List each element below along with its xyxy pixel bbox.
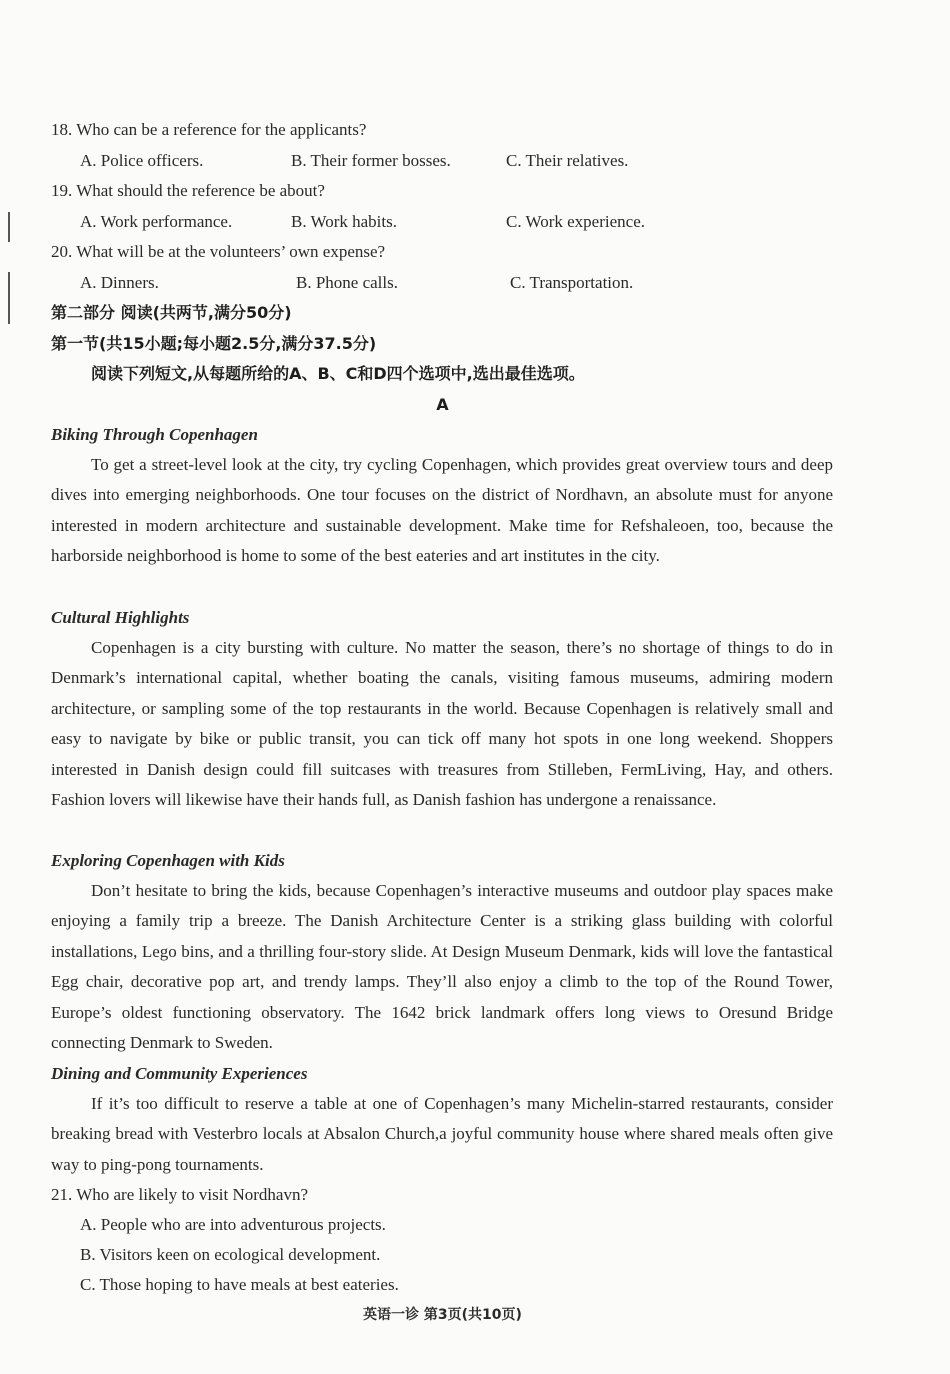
option-18-a: A. Police officers. (80, 151, 204, 170)
option-21-b: B. Visitors keen on ecological development. (80, 1245, 381, 1264)
part-title: 第二部分 阅读(共两节,满分50分) (51, 303, 292, 322)
left-edge-mark (8, 272, 10, 324)
page-footer: 英语一诊 第3页(共10页) (363, 1307, 522, 1323)
heading-dining: Dining and Community Experiences (51, 1064, 308, 1083)
paragraph-cultural: Copenhagen is a city bursting with culture. No matter the season, there’s no shortage of things to do in Denmark’s international capital, whether boating the canals, visiting famous museums, admiring modern architecture, or sampling some of the top restaurants in the world. Because Copenhagen is relatively small and easy to navigate by bike or public transit, you can tick off many hot spots in one long weekend. Shoppers interested in Danish design could fill suitcases with treasures from Stilleben, FermLiving, Hay, and others. Fashion lovers will likewise have their hands full, as Danish fashion has undergone a renaissance. (51, 638, 833, 810)
left-edge-mark (8, 212, 10, 242)
subsection-title: 第一节(共15小题;每小题2.5分,满分37.5分) (51, 334, 377, 353)
paragraph-kids: Don’t hesitate to bring the kids, because Copenhagen’s interactive museums and outdoor play spaces make enjoying a family trip a breeze. The Danish Architecture Center is a striking glass building with colorful installations, Lego bins, and a thrilling four-story slide. At Design Museum Denmark, kids will love the fantastical Egg chair, decorative pop art, and trendy lamps. They’ll also enjoy a climb to the top of the Round Tower, Europe’s oldest functioning observatory. The 1642 brick landmark offers long views to Oresund Bridge connecting Denmark to Sweden. (51, 881, 833, 1053)
question-20-stem: 20. What will be at the volunteers’ own expense? (51, 242, 386, 261)
question-19-stem: 19. What should the reference be about? (51, 181, 325, 200)
question-21-stem: 21. Who are likely to visit Nordhavn? (51, 1185, 308, 1204)
option-21-a: A. People who are into adventurous projects. (80, 1215, 386, 1234)
option-19-b: B. Work habits. (291, 212, 397, 231)
paragraph-dining: If it’s too difficult to reserve a table at one of Copenhagen’s many Michelin-starred restaurants, consider breaking bread with Vesterbro locals at Absalon Church,a joyful community house where shared meals often give way to ping-pong tournaments. (51, 1094, 833, 1174)
option-18-b: B. Their former bosses. (291, 151, 451, 170)
option-20-a: A. Dinners. (80, 273, 159, 292)
heading-biking: Biking Through Copenhagen (51, 425, 258, 444)
option-19-c: C. Work experience. (506, 212, 645, 231)
heading-kids: Exploring Copenhagen with Kids (51, 851, 285, 870)
paragraph-biking: To get a street-level look at the city, try cycling Copenhagen, which provides great overview tours and deep dives into emerging neighborhoods. One tour focuses on the district of Nordhavn, an absolute must for anyone interested in modern architecture and sustainable development. Make time for Refshaleoen, too, because the harborside neighborhood is home to some of the best eateries and art institutes in the city. (51, 455, 833, 566)
option-20-c: C. Transportation. (510, 273, 634, 292)
option-21-c: C. Those hoping to have meals at best eateries. (80, 1275, 399, 1294)
heading-cultural: Cultural Highlights (51, 608, 190, 627)
reading-instruction: 阅读下列短文,从每题所给的A、B、C和D四个选项中,选出最佳选项。 (91, 364, 585, 383)
option-18-c: C. Their relatives. (506, 151, 629, 170)
option-19-a: A. Work performance. (80, 212, 233, 231)
option-20-b: B. Phone calls. (296, 273, 398, 292)
passage-label: A (436, 395, 449, 414)
question-18-stem: 18. Who can be a reference for the applicants? (51, 120, 367, 139)
